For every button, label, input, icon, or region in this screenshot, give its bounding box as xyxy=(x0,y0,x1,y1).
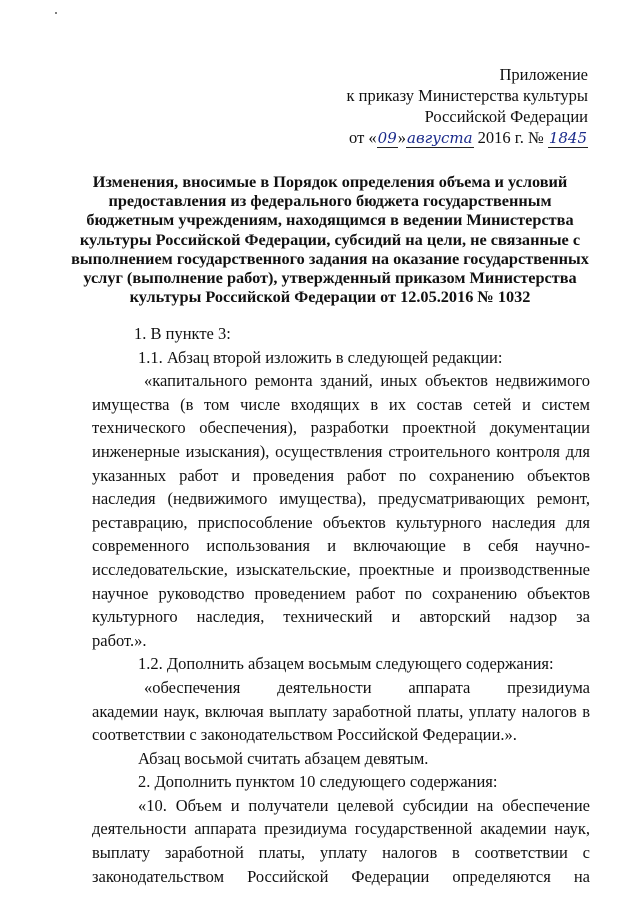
quote1-line: культурного наследия, технический и авторский надзор за xyxy=(92,607,590,627)
quote1-line: исследовательские, изыскательские, проектные и производственные xyxy=(92,559,590,579)
quote1-line: инженерные изыскания), осуществления строительного контроля для xyxy=(92,441,590,461)
title-line: бюджетным учреждениям, находящимся в ведении Министерства xyxy=(86,210,574,230)
title-line: выполнением государственного задания на оказание государственных xyxy=(71,248,589,268)
quote1-line: наследия (недвижимого имущества), предусматривающих ремонт, xyxy=(92,489,590,509)
document-title xyxy=(70,172,590,306)
scan-speck xyxy=(55,12,57,14)
quote3-line: «10. Объем и получатели целевой субсидии на обеспечение xyxy=(138,795,590,815)
quote1-line: имущества (в том числе входящих в их состав сетей и систем xyxy=(92,394,590,414)
paragraph-renumber: Абзац восьмой считать абзацем девятым. xyxy=(138,748,429,768)
paragraph-item-1-2: 1.2. Дополнить абзацем восьмым следующего содержания: xyxy=(138,654,554,674)
quote1-last-line: работ.». xyxy=(92,630,147,650)
title-line: предоставления из федерального бюджета государственным xyxy=(108,191,552,211)
quote1-line: научное руководство проведением работ по сохранению объектов xyxy=(92,583,590,603)
handwritten-order-number: 1845 xyxy=(548,129,587,147)
appendix-label: Приложение xyxy=(499,65,588,84)
paragraph-item-2: 2. Дополнить пунктом 10 следующего содержания: xyxy=(138,772,498,792)
appendix-country: Российской Федерации xyxy=(424,107,588,126)
appendix-date-line xyxy=(346,127,588,149)
title-line: культуры Российской Федерации от 12.05.2016 № 1032 xyxy=(129,287,531,307)
appendix-header xyxy=(346,64,588,149)
paragraph-item-1-1: 1.1. Абзац второй изложить в следующей редакции: xyxy=(138,347,503,367)
appendix-order-ref: к приказу Министерства культуры xyxy=(346,86,588,105)
quote2-line: академии наук, включая выплату заработной платы, уплату налогов в xyxy=(92,701,590,721)
quote2-last-line: соответствии с законодательством Российской Федерации.». xyxy=(92,725,517,745)
quote1-line: указанных работ и проведения работ по сохранению объектов xyxy=(92,465,590,485)
date-year: 2016 г. № xyxy=(473,128,548,147)
date-separator: » xyxy=(397,128,406,147)
handwritten-month: августа xyxy=(407,129,473,147)
quote1-line: технического обеспечения), разработки проектной документации xyxy=(92,418,590,438)
title-line: Изменения, вносимые в Порядок определения объема и условий xyxy=(92,172,568,191)
quote3-line: деятельности аппарата президиума государственной академии наук, xyxy=(92,819,590,839)
title-line: услуг (выполнение работ), утвержденный приказом Министерства xyxy=(83,268,577,288)
quote3-line: выплату заработной платы, уплату налогов в соответствии с xyxy=(92,843,590,863)
paragraph-item-1: 1. В пункте 3: xyxy=(134,324,231,343)
title-line: культуры Российской Федерации, субсидий на цели, не связанные с xyxy=(79,229,581,249)
date-prefix: от « xyxy=(349,128,377,147)
quote2-line: «обеспечения деятельности аппарата президиума xyxy=(144,677,590,697)
quote3-line: законодательством Российской Федерации определяются на xyxy=(92,866,590,886)
quote1-line: «капитального ремонта зданий, иных объектов недвижимого xyxy=(144,371,590,391)
quote1-line: современного использования и включающие в себя научно- xyxy=(92,536,590,556)
handwritten-day: 09 xyxy=(377,129,397,147)
document-body xyxy=(92,322,590,888)
quote1-line: реставрацию, приспособление объектов культурного наследия для xyxy=(92,512,590,532)
